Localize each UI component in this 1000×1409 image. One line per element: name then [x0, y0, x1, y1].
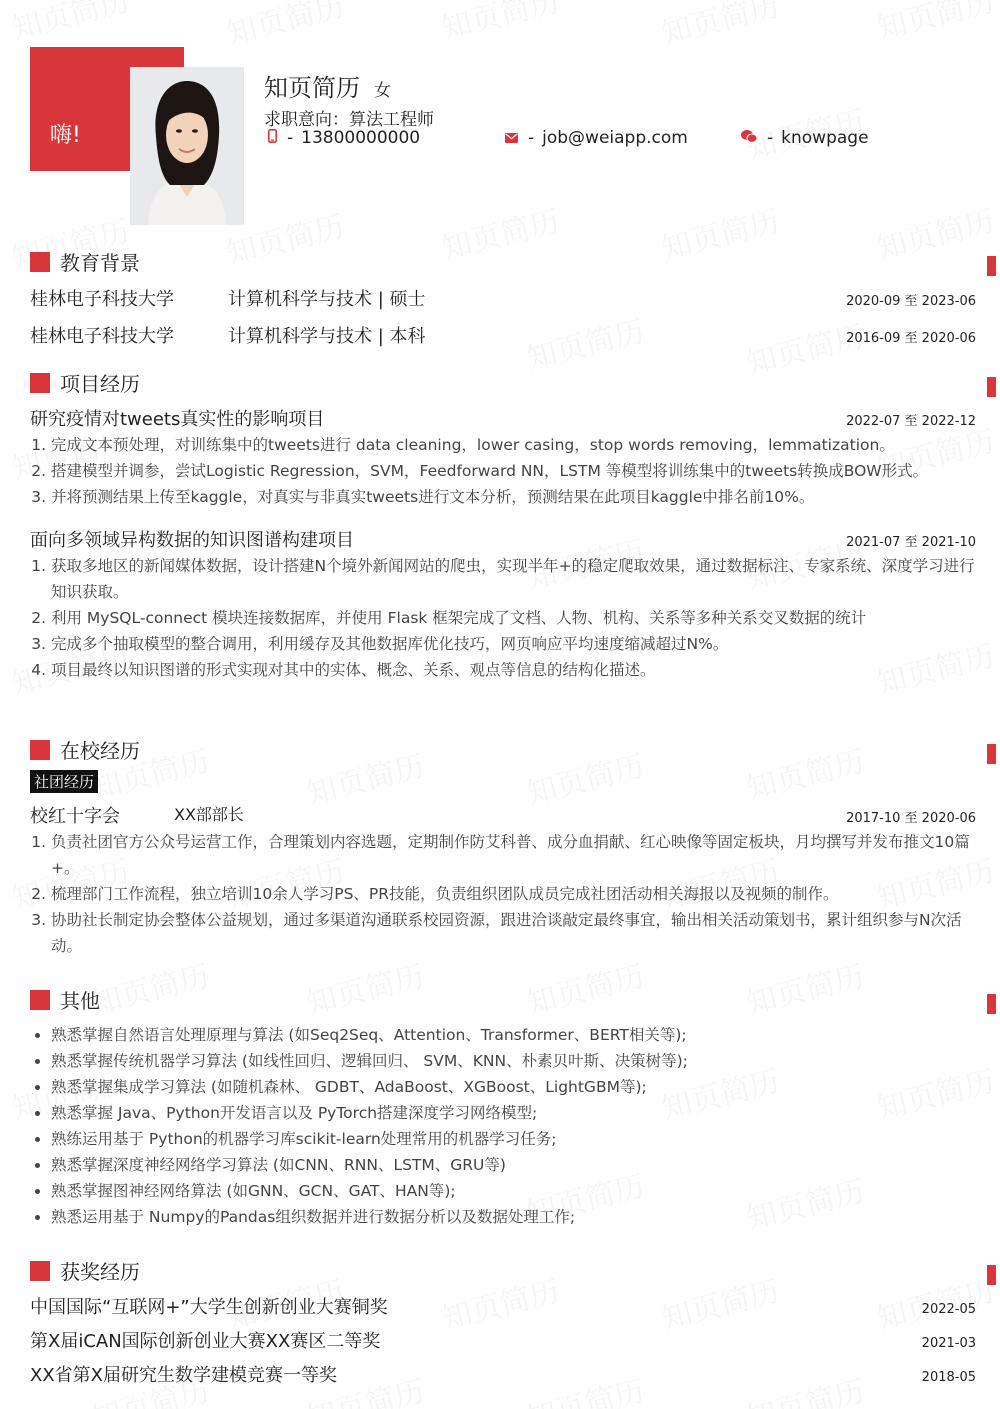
list-item: 3. 完成多个抽取模型的整合调用，利用缓存及其他数据库优化技巧，网页响应平均速度缩减超过N%。	[51, 631, 976, 657]
candidate-name: 知页简历	[264, 74, 360, 102]
school-name: 桂林电子科技大学	[30, 289, 174, 310]
edge-marker	[987, 256, 996, 276]
section-other-title: 其他	[30, 985, 100, 1014]
campus-period: 2017-10 至 2020-06	[846, 811, 976, 826]
section-education-title: 教育背景	[30, 247, 140, 276]
email-contact	[505, 128, 688, 148]
award-date: 2021-03	[921, 1336, 976, 1351]
list-item: 2. 搭建模型并调参，尝试Logistic Regression，SVM，Feedforward NN，LSTM 等模型将训练集中的tweets转换成BOW形式。	[51, 458, 976, 484]
campus-role: XX部部长	[174, 805, 244, 824]
edge-marker	[987, 744, 996, 764]
campus-header	[30, 802, 976, 828]
greeting: 嗨!	[50, 123, 81, 148]
project-period: 2021-07 至 2021-10	[846, 535, 976, 550]
award-name: 第X届iCAN国际创新创业大赛XX赛区二等奖	[30, 1331, 381, 1352]
project-header	[30, 526, 976, 552]
school-name: 桂林电子科技大学	[30, 326, 174, 347]
skills-list	[30, 1022, 976, 1230]
list-item: • 熟练运用基于 Python的机器学习库scikit-learn处理常用的机器学习任务;	[51, 1126, 976, 1152]
award-row	[30, 1361, 976, 1387]
section-marker	[30, 990, 50, 1010]
contact-separator: -	[528, 128, 535, 148]
organization-name: 校红十字会	[30, 806, 120, 827]
wechat-icon	[741, 128, 757, 148]
award-name: 中国国际“互联网+”大学生创新创业大赛铜奖	[30, 1297, 388, 1318]
education-row	[30, 285, 976, 311]
list-item: • 熟悉运用基于 Numpy的Pandas组织数据并进行数据分析以及数据处理工作;	[51, 1204, 976, 1230]
candidate-gender: 女	[374, 81, 391, 101]
job-intent: 求职意向：算法工程师	[264, 110, 434, 130]
section-projects-title: 项目经历	[30, 368, 140, 397]
education-row	[30, 322, 976, 348]
education-period: 2016-09 至 2020-06	[846, 331, 976, 346]
profile-photo	[130, 67, 244, 225]
project-points	[30, 553, 976, 683]
edge-marker	[987, 377, 996, 397]
wechat-contact	[741, 128, 869, 148]
project-header	[30, 405, 976, 431]
list-item: • 熟悉掌握深度神经网络学习算法 (如CNN、RNN、LSTM、GRU等)	[51, 1152, 976, 1178]
list-item: 4. 项目最终以知识图谱的形式实现对其中的实体、概念、关系、观点等信息的结构化描述。	[51, 657, 976, 683]
award-row	[30, 1327, 976, 1353]
major-degree: 计算机科学与技术 | 硕士	[228, 289, 426, 310]
list-item: • 熟悉掌握 Java、Python开发语言以及 PyTorch搭建深度学习网络模型;	[51, 1100, 976, 1126]
list-item: 3. 并将预测结果上传至kaggle，对真实与非真实tweets进行文本分析，预测结果在此项目kaggle中排名前10%。	[51, 484, 976, 510]
award-date: 2018-05	[921, 1370, 976, 1385]
list-item: 3. 协助社长制定协会整体公益规划，通过多渠道沟通联系校园资源，跟进洽谈敲定最终事宜，输出相关活动策划书，累计组织参与N次活动。	[51, 907, 976, 959]
list-item: 1. 获取多地区的新闻媒体数据，设计搭建N个境外新闻网站的爬虫，实现半年+的稳定爬取效果，通过数据标注、专家系统、深度学习进行知识获取。	[51, 553, 976, 605]
list-item: • 熟悉掌握集成学习算法 (如随机森林、 GDBT、AdaBoost、XGBoost、LightGBM等);	[51, 1074, 976, 1100]
section-campus-title: 在校经历	[30, 735, 140, 764]
education-period: 2020-09 至 2023-06	[846, 294, 976, 309]
phone-contact	[268, 128, 420, 148]
section-marker	[30, 373, 50, 393]
award-date: 2022-05	[921, 1302, 976, 1317]
major-degree: 计算机科学与技术 | 本科	[228, 326, 426, 347]
edge-marker	[987, 1265, 996, 1285]
list-item: • 熟悉掌握传统机器学习算法 (如线性回归、逻辑回归、 SVM、KNN、朴素贝叶斯、决策树等);	[51, 1048, 976, 1074]
section-marker	[30, 740, 50, 760]
phone-icon	[268, 128, 277, 148]
list-item: 1. 完成文本预处理，对训练集中的tweets进行 data cleaning，lower casing，stop words removing，lemmatization。	[51, 432, 976, 458]
list-item: 2. 利用 MySQL-connect 模块连接数据库，并使用 Flask 框架完成了文档、人物、机构、关系等多种关系交叉数据的统计	[51, 605, 976, 631]
section-awards-title: 获奖经历	[30, 1256, 140, 1285]
project-name: 面向多领域异构数据的知识图谱构建项目	[30, 530, 354, 551]
phone-number: 13800000000	[301, 128, 421, 148]
mail-icon	[505, 128, 518, 148]
award-name: XX省第X届研究生数学建模竞赛一等奖	[30, 1365, 337, 1386]
section-marker	[30, 252, 50, 272]
project-points	[30, 432, 976, 510]
campus-points	[30, 829, 976, 959]
contact-separator: -	[767, 128, 774, 148]
campus-category-tag: 社团经历	[30, 770, 98, 793]
project-period: 2022-07 至 2022-12	[846, 414, 976, 429]
email-address: job@weiapp.com	[542, 128, 688, 148]
wechat-id: knowpage	[781, 128, 869, 148]
list-item: • 熟悉掌握自然语言处理原理与算法 (如Seq2Seq、Attention、Transformer、BERT相关等);	[51, 1022, 976, 1048]
section-marker	[30, 1261, 50, 1281]
edge-marker	[987, 994, 996, 1014]
list-item: 1. 负责社团官方公众号运营工作，合理策划内容选题，定期制作防艾科普、成分血捐献、红心映像等固定板块，月均撰写并发布推文10篇+。	[51, 829, 976, 881]
list-item: • 熟悉掌握图神经网络算法 (如GNN、GCN、GAT、HAN等);	[51, 1178, 976, 1204]
contact-separator: -	[287, 128, 294, 148]
award-row	[30, 1293, 976, 1319]
list-item: 2. 梳理部门工作流程，独立培训10余人学习PS、PR技能，负责组织团队成员完成社团活动相关海报以及视频的制作。	[51, 881, 976, 907]
project-name: 研究疫情对tweets真实性的影响项目	[30, 409, 325, 430]
